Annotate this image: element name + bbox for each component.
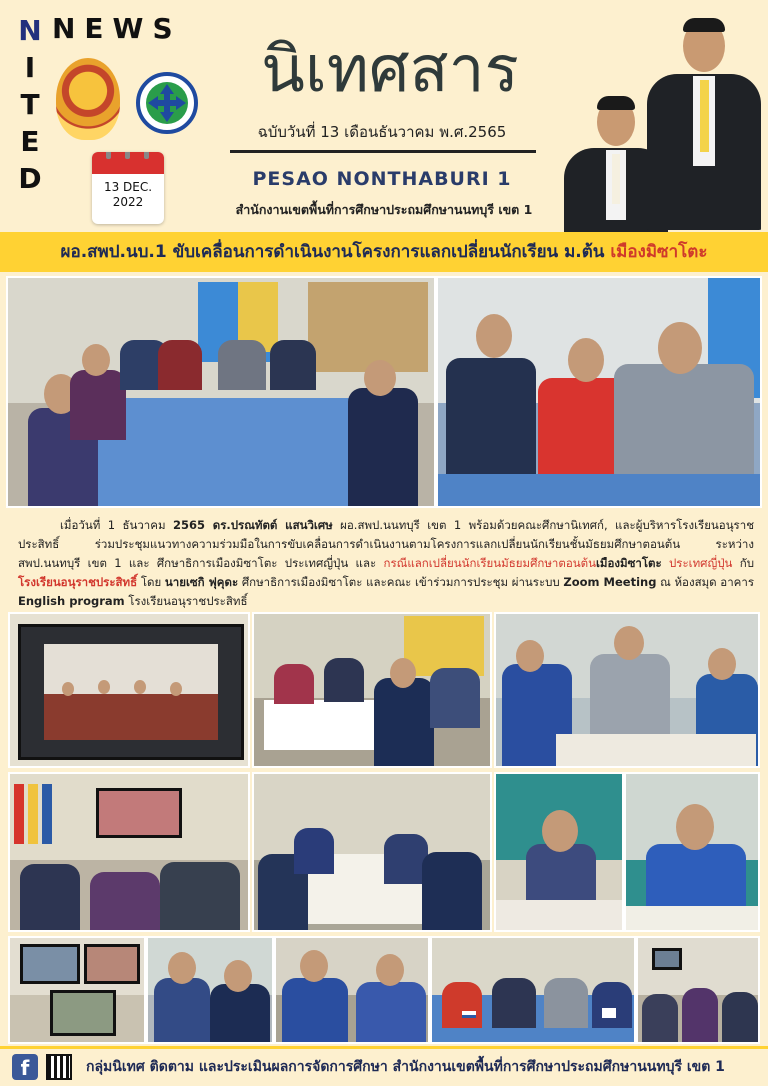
gallery-photo-audience xyxy=(636,936,760,1044)
gallery-photo-long-table xyxy=(252,772,492,932)
article-text-red: กรณีแลกเปลี่ยนนักเรียนมัธยมศึกษาตอนต้น xyxy=(383,556,596,570)
article-text-bold: นายเซกิ ฟุคุดะ xyxy=(164,575,239,589)
article-text-red: ประเทศญี่ปุ่น xyxy=(668,556,733,570)
calendar-icon xyxy=(92,152,164,224)
calendar-day: 13 DEC. xyxy=(103,180,153,194)
article-text-bold: Zoom Meeting xyxy=(563,575,657,589)
nited-letter: E xyxy=(20,125,40,158)
gallery-photo-women-masks xyxy=(146,936,274,1044)
nited-letter: I xyxy=(24,51,36,84)
newsletter-title: นิเทศสาร xyxy=(261,33,519,107)
gallery-photo-zoom-screen xyxy=(8,612,250,768)
calendar-year: 2022 xyxy=(112,195,144,209)
office-name-th: สำนักงานเขตพื้นที่การศึกษาประถมศึกษานนทบุรี เขต 1 xyxy=(235,202,533,217)
article-text: ศึกษาธิการเมืองมิซาโตะ และคณะ เข้าร่วมการประชุม ผ่านระบบ xyxy=(238,575,564,589)
nited-letter: T xyxy=(20,88,40,121)
facebook-icon[interactable]: f xyxy=(12,1054,38,1080)
headline-text xyxy=(0,232,768,272)
gallery-photo-men-scarves xyxy=(274,936,430,1044)
office-name-en: PESAO NONTHABURI 1 xyxy=(252,168,512,190)
gallery-photo-monitor-collage xyxy=(8,936,146,1044)
article-text: ผอ.สพป.นนทบุรี เขต 1 พร้อมด้วยคณะศึกษานิเทศก์, และผู้บริหารโรงเรียนอนุราชประสิทธิ์ ร่วมประชุมแนวทางความร่วมมือในการขับเคลื่อนการดำเนินงานตามโครงการแลกเปลี่ยนนักเรียนชั้นมัธยมศึกษาตอนต้น ระหว่าง สพป.นนทบุรี เขต 1 และ ศึกษาธิการเมืองมิซาโตะ ประเทศญี่ปุ่น และ xyxy=(18,518,755,570)
article-text: ณ ห้องสมุด อาคาร xyxy=(656,575,754,589)
portrait-director xyxy=(645,18,763,230)
headline-main: ผอ.สพป.นบ.1 ขับเคลื่อนการดำเนินงานโครงการแลกเปลี่ยนนักเรียน ม.ต้น xyxy=(60,242,611,262)
issue-date: ฉบับวันที่ 13 เดือนธันวาคม พ.ศ.2565 xyxy=(257,123,507,141)
article-text: โดย xyxy=(137,575,165,589)
article-text xyxy=(662,556,669,570)
footer-text: กลุ่มนิเทศ ติดตาม และประเมินผลการจัดการศึกษา สำนักงานเขตพื้นที่การศึกษาประถมศึกษานนทบุรี เขต 1 xyxy=(86,1059,725,1075)
gallery-photo-woman-notes xyxy=(494,772,624,932)
article-text: โรงเรียนอนุราชประสิทธิ์ xyxy=(124,594,248,608)
gallery-photo-man-blue xyxy=(624,772,760,932)
nited-vertical-letters xyxy=(16,12,44,197)
main-photo-meeting-room xyxy=(6,276,436,508)
gallery-photo-projector-room xyxy=(8,772,250,932)
gallery-photo-table-flags xyxy=(252,612,492,768)
gallery-photo-flag-table xyxy=(430,936,636,1044)
article-text-bold: 2565 ดร.ปรณทัตต์ แสนวิเศษ xyxy=(172,518,333,532)
article-text-red-bold: โรงเรียนอนุราชประสิทธิ์ xyxy=(18,575,138,589)
main-photo-director-closeup xyxy=(436,276,762,508)
obec-emblem-icon xyxy=(56,58,120,140)
article-body xyxy=(18,516,754,611)
article-text: กับ xyxy=(732,556,755,570)
office-logo-icon xyxy=(136,72,198,134)
article-text-bold: เมืองมิซาโตะ xyxy=(595,556,662,570)
article-text: เมื่อวันที่ 1 ธันวาคม xyxy=(60,518,173,532)
article-text-bold: English program xyxy=(18,594,125,608)
nited-letter: N xyxy=(18,14,42,47)
headline-highlight: เมืองมิซาโตะ xyxy=(610,242,708,262)
nited-letter: D xyxy=(18,162,42,195)
news-wordmark: NEWS xyxy=(52,12,182,45)
gallery-photo-executives xyxy=(494,612,760,768)
title-divider xyxy=(230,150,536,153)
qr-code-icon[interactable] xyxy=(46,1054,72,1080)
